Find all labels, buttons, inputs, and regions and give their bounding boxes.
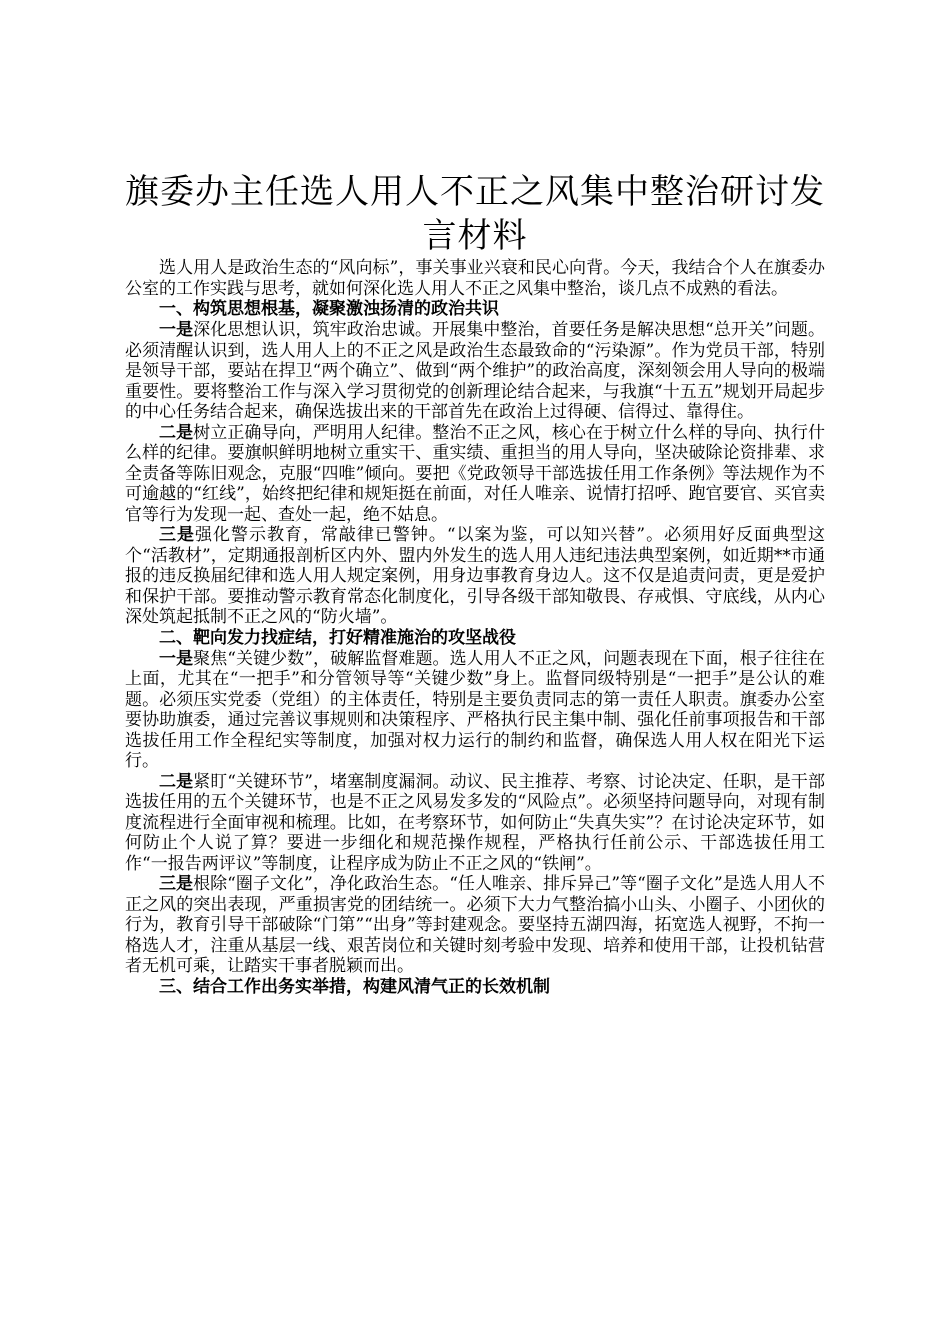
section-item [125, 874, 825, 977]
section-heading: 一、构筑思想根基，凝聚激浊扬清的政治共识 [159, 299, 499, 319]
item-lead: 一是 [159, 648, 194, 669]
section-item [125, 772, 825, 875]
section-heading: 三、结合工作出务实举措，构建风清气正的长效机制 [159, 976, 550, 997]
intro-paragraph: 选人用人是政治生态的“风向标”，事关事业兴衰和民心向背。今天，我结合个人在旗委办公室的工作实践与思考，就如何深化选人用人不正之风集中整治，谈几点不成熟的看法。 [125, 258, 825, 299]
section-item [125, 320, 825, 423]
item-lead: 三是 [159, 525, 195, 545]
section-item [125, 649, 825, 772]
section-heading: 二、靶向发力找症结，打好精准施治的攻坚战役 [159, 627, 516, 648]
item-text: 树立正确导向，严明用人纪律。整治不正之风，核心在于树立什么样的导向、执行什么样的纪律。要旗帜鲜明地树立重实干、重实绩、重担当的用人导向，坚决破除论资排辈、求全责备等陈旧观念，克服“四唯”倾向。要把《党政领导干部选拔任用工作条例》等法规作为不可逾越的“红线”，始终把纪律和规矩挺在前面，对任人唯亲、说情打招呼、跑官要官、买官卖官等行为发现一起、查处一起，绝不姑息。 [125, 422, 826, 525]
section-item [125, 525, 825, 628]
item-text: 深化思想认识，筑牢政治忠诚。开展集中整治，首要任务是解决思想“总开关”问题。必须清醒认识到，选人用人上的不正之风是政治生态最致命的“污染源”。作为党员干部，特别是领导干部，要站在捍卫“两个确立”、做到“两个维护”的政治高度，深刻领会用人导向的极端重要性。要将整治工作与深入学习贯彻党的创新理论结合起来，与我旗“十五五”规划开局起步的中心任务结合起来，确保选拔出来的干部首先在政治上过得硬、信得过、靠得住。 [125, 320, 825, 422]
item-lead: 二是 [159, 771, 194, 792]
document-page [125, 170, 825, 998]
item-text: 紧盯“关键环节”，堵塞制度漏洞。动议、民主推荐、考察、讨论决定、任职，是干部选拔任用的五个关键环节，也是不正之风易发多发的“风险点”。必须坚持问题导向，对现有制度流程进行全面审视和梳理。比如，在考察环节，如何防止“失真失实”？在讨论决定环节，如何防止个人说了算？要进一步细化和规范操作规程，严格执行任前公示、干部选拔任用工作“一报告两评议”等制度，让程序成为防止不正之风的“铁闸”。 [125, 771, 825, 874]
item-text: 根除“圈子文化”，净化政治生态。“任人唯亲、排斥异己”等“圈子文化”是选人用人不正之风的突出表现，严重损害党的团结统一。必须下大力气整治搞小山头、小圈子、小团伙的行为，教育引导干部破除“门第”“出身”等封建观念。要坚持五湖四海，拓宽选人视野，不拘一格选人才，注重从基层一线、艰苦岗位和关键时刻考验中发现、培养和使用干部，让投机钻营者无机可乘，让踏实干事者脱颖而出。 [125, 874, 825, 976]
document-title: 旗委办主任选人用人不正之风集中整治研讨发言材料 [125, 172, 825, 256]
item-lead: 一是 [159, 320, 194, 340]
section-item [125, 423, 825, 526]
item-text: 聚焦“关键少数”，破解监督难题。选人用人不正之风，问题表现在下面，根子往往在上面，尤其在“一把手”和分管领导等“关键少数”身上。监督同级特别是“一把手”是公认的难题。必须压实党委（党组）的主体责任，特别是主要负责同志的第一责任人职责。旗委办公室要协助旗委，通过完善议事规则和决策程序、严格执行民主集中制、强化任前事项报告和干部选拔任用工作全程纪实等制度，加强对权力运行的制约和监督，确保选人用人权在阳光下运行。 [125, 648, 825, 771]
item-lead: 二是 [159, 422, 194, 443]
item-text: 强化警示教育，常敲律已警钟。“以案为鉴，可以知兴替”。必须用好反面典型这个“活教材”，定期通报剖析区内外、盟内外发生的选人用人违纪违法典型案例，如近期**市通报的违反换届纪律和选人用人规定案例，用身边事教育身边人。这不仅是追责问责，更是爱护和保护干部。要推动警示教育常态化制度化，引导各级干部知敬畏、存戒惧、守底线，从内心深处筑起抵制不正之风的“防火墙”。 [125, 525, 825, 627]
item-lead: 三是 [159, 874, 194, 894]
